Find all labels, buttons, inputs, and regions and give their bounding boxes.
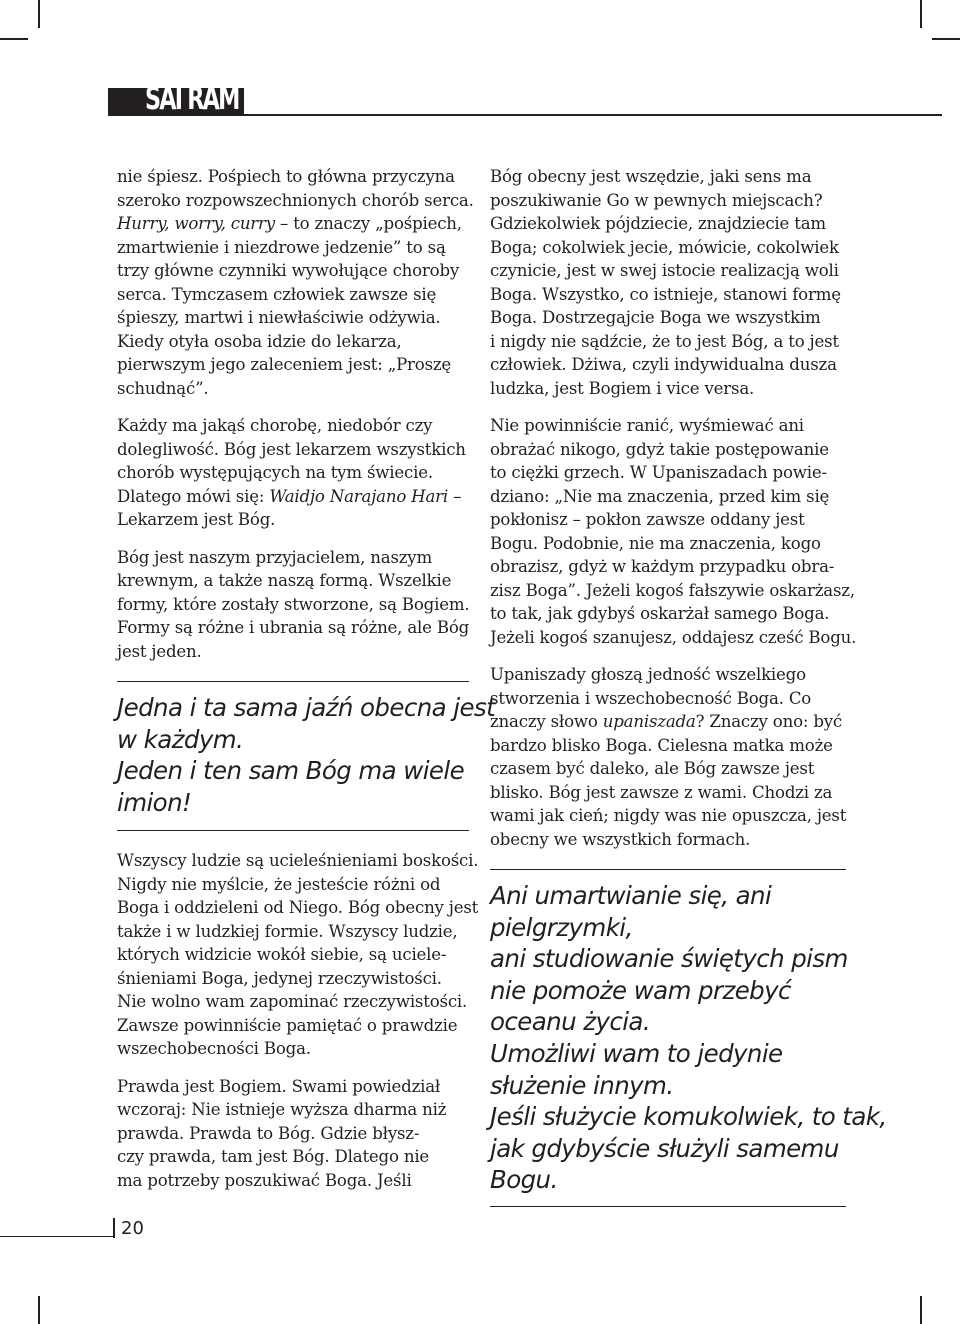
text-line: których widzicie wokół siebie, są uciele- (117, 945, 447, 965)
text-line: formy, które zostały stworzone, są Bogiem. (117, 594, 470, 614)
page-number-rule (0, 1236, 113, 1237)
text-line: Dlatego mówi się: Waidjo Narajano Hari – (117, 486, 462, 506)
text-line: Boga; cokolwiek jecie, mówicie, cokolwiek (490, 237, 839, 257)
text-line: pokłonisz – pokłon zawsze oddany jest (490, 510, 805, 529)
text-line: czasem być daleko, ale Bóg zawsze jest (490, 759, 815, 778)
text-line: ludzka, jest Bogiem i vice versa. (490, 378, 755, 398)
text-line: Bóg obecny jest wszędzie, jaki sens ma (490, 167, 812, 186)
paragraph (117, 546, 469, 664)
quote-rule-bottom (490, 1206, 846, 1207)
quote-line: imion! (117, 787, 192, 817)
quote-line: nie pomoże wam przebyć (490, 975, 791, 1005)
text-line: Formy są różne i ubrania są różne, ale Bóg (117, 618, 470, 637)
pull-quote (117, 682, 496, 830)
text-line: schudnąć”. (117, 378, 209, 398)
text-line: pierwszym jego zaleceniem jest: „Proszę (117, 355, 452, 374)
text-line: blisko. Bóg jest zawsze z wami. Chodzi za (490, 782, 833, 802)
text-line: obecny we wszystkich formach. (490, 829, 751, 849)
text-line: Gdziekolwiek pójdziecie, znajdziecie tam (490, 214, 826, 233)
text-line: to tak, jak gdybyś oskarżał samego Boga. (490, 604, 830, 623)
text-line: krewnym, a także naszą formą. Wszelkie (117, 571, 452, 590)
crop-mark (920, 0, 922, 28)
text-line: obrazisz, gdyż w każdym przypadku obra- (490, 557, 835, 576)
text-line: Zawsze powinniście pamiętać o prawdzie (117, 1015, 458, 1035)
quote-line: jak gdybyście służyli samemu (490, 1133, 839, 1163)
quote-line: Ani umartwianie się, ani (490, 881, 772, 910)
text-line: Hurry, worry, curry – to znaczy „pośpiech, (117, 214, 462, 233)
quote-line: Jeden i ten sam Bóg ma wiele (117, 756, 465, 786)
text-line: nie śpiesz. Pośpiech to główna przyczyna (117, 167, 455, 186)
paragraph (117, 165, 474, 400)
text-line: dolegliwość. Bóg jest lekarzem wszystkich (117, 439, 466, 459)
paragraph (117, 414, 469, 532)
text-line: Bóg jest naszym przyjacielem, naszym (117, 547, 433, 567)
text-line: Nie wolno wam zapominać rzeczywistości. (117, 992, 468, 1012)
text-line: wami jak cień; nigdy was nie opuszcza, jest (490, 806, 847, 825)
text-line: serca. Tymczasem człowiek zawsze się (117, 284, 437, 304)
paragraph (117, 1075, 469, 1193)
text-line: jest jeden. (117, 641, 202, 661)
text-line: śnieniami Boga, jedynej rzeczywistości. (117, 968, 442, 988)
text-line: chorób występujących na tym świecie. (117, 463, 433, 482)
text-line: to ciężki grzech. W Upaniszadach powie- (490, 463, 827, 482)
paragraph (490, 165, 846, 400)
quote-line: ani studiowanie świętych pism (490, 944, 848, 974)
text-line: zisz Boga”. Jeżeli kogoś fałszywie oskarżasz, (490, 580, 855, 600)
page-number: 20 (121, 1218, 144, 1239)
quote-line: oceanu życia. (490, 1007, 651, 1037)
text-line: Prawda jest Bogiem. Swami powiedział (117, 1076, 441, 1096)
text-line: Boga. Dostrzegajcie Boga we wszystkim (490, 308, 821, 327)
text-line: trzy główne czynniki wywołujące choroby (117, 261, 460, 280)
text-line: śpieszy, martwi i niewłaściwie odżywia. (117, 308, 441, 327)
text-line: zmartwienie i niezdrowe jedzenie” to są (117, 237, 446, 257)
text-line: dziano: „Nie ma znaczenia, przed kim się (490, 486, 830, 506)
crop-mark (38, 0, 40, 28)
text-line: ma potrzeby poszukiwać Boga. Jeśli (117, 1170, 412, 1190)
text-line: wczoraj: Nie istnieje wyższa dharma niż (117, 1100, 447, 1120)
text-line: Upaniszady głoszą jedność wszelkiego (490, 665, 806, 684)
header-rule (244, 114, 942, 116)
text-line: bardzo blisko Boga. Cielesna matka może (490, 735, 833, 755)
text-line: Jeżeli kogoś szanujesz, oddajesz cześć Bogu. (490, 627, 857, 647)
quote-line: Jedna i ta sama jaźń obecna jest (117, 693, 496, 722)
text-line: Wszyscy ludzie są ucieleśnieniami boskości. (117, 851, 479, 871)
quote-line: Jeśli służycie komukolwiek, to tak, (490, 1102, 887, 1132)
text-line: Nigdy nie myślcie, że jesteście różni od (117, 874, 441, 894)
text-line: i nigdy nie sądźcie, że to jest Bóg, a to jest (490, 331, 839, 351)
text-line: wszechobecności Boga. (117, 1039, 311, 1059)
paragraph (490, 414, 857, 649)
text-line: Nie powinniście ranić, wyśmiewać ani (490, 416, 804, 435)
text-line: czynicie, jest w swej istocie realizacją woli (490, 261, 839, 280)
crop-mark (38, 1296, 40, 1324)
text-line: obrażać nikogo, gdyż takie postępowanie (490, 439, 829, 459)
right-column (490, 165, 887, 1207)
text-line: Boga. Wszystko, co istnieje, stanowi formę (490, 284, 841, 304)
text-line: czy prawda, tam jest Bóg. Dlatego nie (117, 1147, 430, 1167)
text-line: także i w ludzkiej formie. Wszyscy ludzie, (117, 921, 458, 941)
text-line: Kiedy otyła osoba idzie do lekarza, (117, 331, 402, 351)
paragraph (490, 663, 846, 851)
quote-line: w każdym. (117, 724, 244, 754)
left-column (117, 165, 496, 1206)
quote-rule-bottom (117, 830, 469, 831)
quote-line: służenie innym. (490, 1070, 674, 1100)
crop-mark (0, 38, 28, 40)
quote-line: Umożliwi wam to jedynie (490, 1038, 783, 1068)
text-line: Lekarzem jest Bóg. (117, 510, 276, 529)
quote-line: pielgrzymki, (490, 912, 633, 942)
text-line: znaczy słowo upaniszada? Znaczy ono: być (490, 712, 843, 731)
text-line: Każdy ma jakąś chorobę, niedobór czy (117, 416, 433, 435)
text-line: stworzenia i wszechobecność Boga. Co (490, 688, 812, 708)
crop-mark (932, 38, 960, 40)
text-line: szeroko rozpowszechnionych chorób serca. (117, 190, 474, 210)
quote-line: Bogu. (490, 1165, 558, 1195)
pull-quote (490, 870, 887, 1206)
header-title: SAI RAM (145, 81, 239, 117)
page-number-tick (113, 1218, 115, 1238)
text-line: Boga i oddzieleni od Niego. Bóg obecny jest (117, 898, 479, 918)
crop-mark (920, 1296, 922, 1324)
text-line: poszukiwanie Go w pewnych miejscach? (490, 190, 823, 210)
text-line: prawda. Prawda to Bóg. Gdzie błysz- (117, 1123, 420, 1143)
text-line: człowiek. Dżiwa, czyli indywidualna dusza (490, 355, 837, 374)
text-line: Bogu. Podobnie, nie ma znaczenia, kogo (490, 533, 821, 553)
paragraph (117, 849, 479, 1061)
